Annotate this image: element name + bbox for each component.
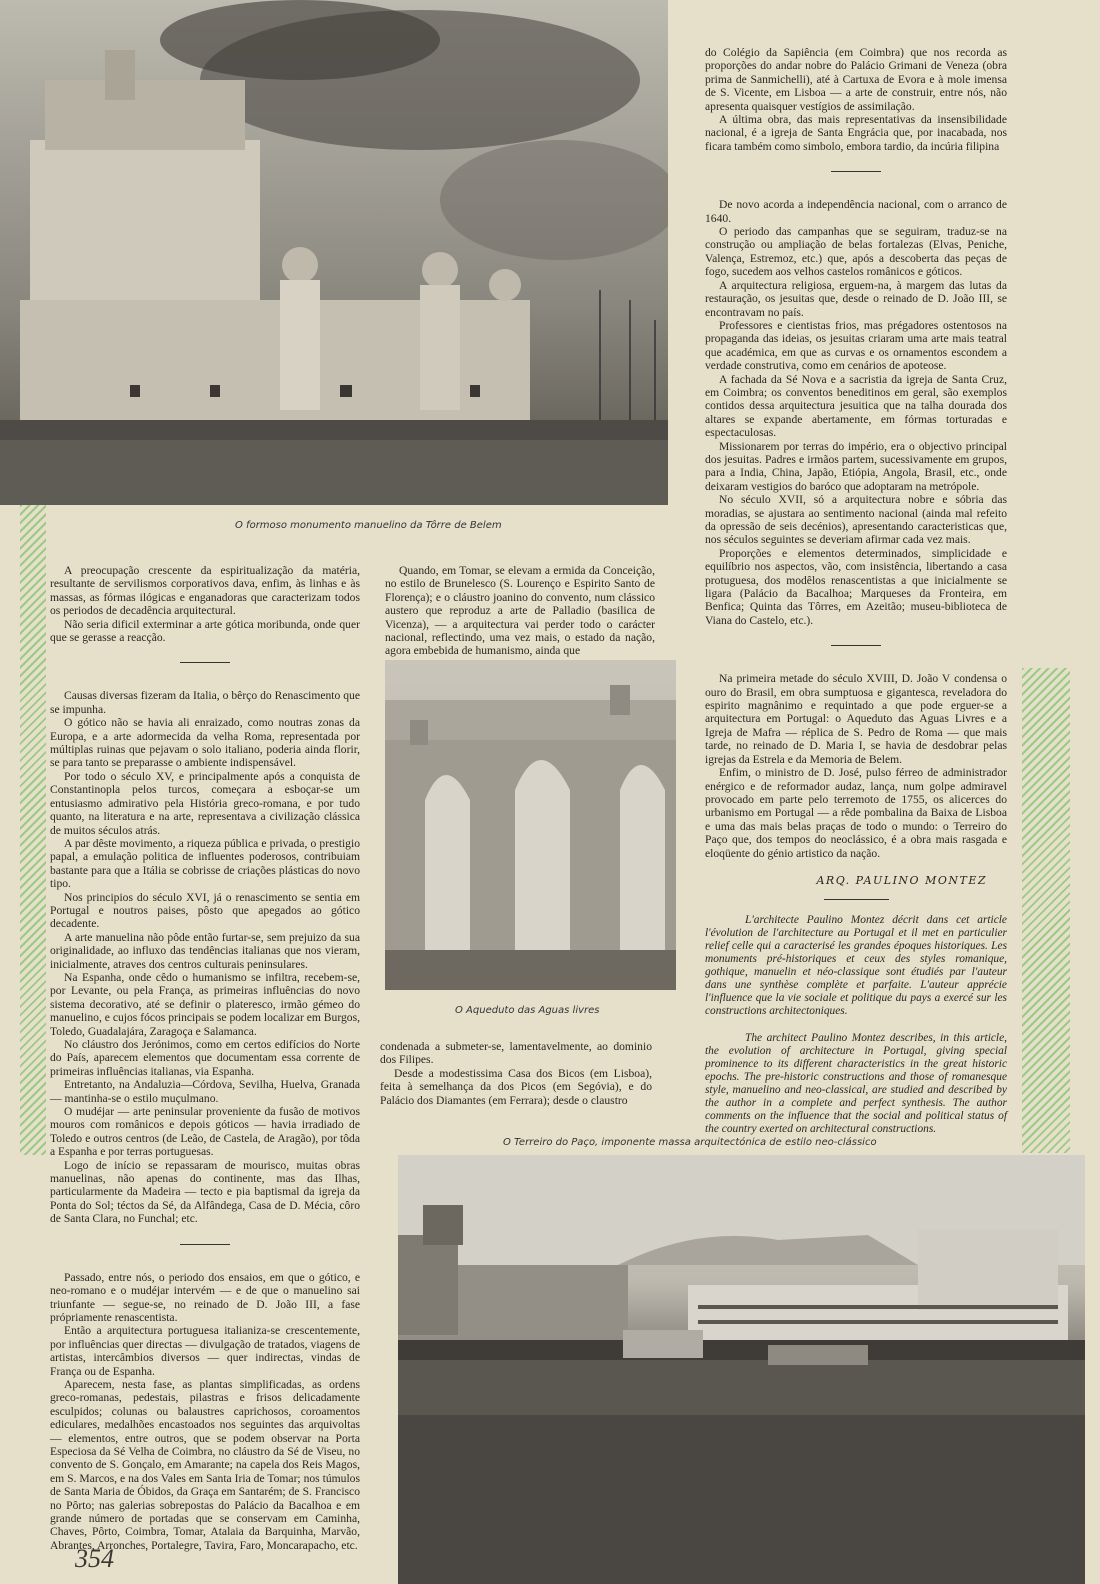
paragraph: O periodo das campanhas que se seguiram, traduz-se na construção ou ampliação de belas fortalezas (Elvas, Peniche, Valença, Estremoz, etc.) que, após a descoberta das peças de fogo, sucedem aos velhos castelos românicos e góticos.: [705, 225, 1007, 279]
caption-terreiro-do-paco: O Terreiro do Paço, imponente massa arquitectónica de estilo neo-clássico: [503, 1137, 877, 1148]
section-divider: [180, 662, 230, 663]
paragraph: Desde a modestissima Casa dos Bicos (em Lisboa), feita à semelhança da dos Picos (em Segóvia), e do Palácio dos Diamantes (em Ferrara); desde o claustro: [380, 1066, 652, 1107]
page-number: 354: [75, 1544, 114, 1574]
author-signature: ARQ. PAULINO MONTEZ: [816, 873, 987, 887]
paragraph: Aparecem, nesta fase, as plantas simplificadas, as ordens greco-romanas, pedestais, pilastras e frisos delicadamente esculpidos; colunas ou balaustres caprichosos, coroamentos ediculares, medalhões encastoados nos seguintes das arquivoltas — elementos, entre outros, que se podem observar na Porta Especiosa da Sé Velha de Coimbra, no cláustro da Sé de Viseu, no convento de S. Gonçalo, em Amarante; na capela dos Reis Magos, em S. Marcos, e na dos Vales em Santa Iria de Tomar; nos túmulos de Santa Maria de Óbidos, da Graça em Santarém; de S. Francisco no Pôrto; nas galerias sobrepostas do Palácio da Bacalhoa e em grande número de portadas que se conservam em Caminha, Chaves, Pôrto, Coimbra, Tomar, Atalaia da Barquinha, Marvão, Abrantes, Arronches, Portalegre, Tavira, Faro, Moncarapacho, etc.: [50, 1377, 360, 1552]
paragraph: O gótico não se havia ali enraizado, como noutras zonas da Europa, e a arte adormecida da velha Roma, representada por múltiplas ruinas que pejavam o solo italiano, poderia ainda florir, se para tanto se preparasse o ambiente indispensável.: [50, 716, 360, 770]
photo-aqueduto: [385, 660, 676, 990]
paragraph: A preocupação crescente da espiritualização da matéria, resultante de servilismos corporativos dava, enfim, às linhas e às massas, as fórmas ilógicas e enganadoras que caracterizam todos os periodos de decadência arquitectural.: [50, 564, 360, 618]
decorative-stripe-left: [20, 505, 46, 1155]
section-divider: [831, 171, 881, 172]
section-divider: [180, 1244, 230, 1245]
paragraph: A última obra, das mais representativas da insensibilidade nacional, é a igreja de Santa Engrácia que, por inacabada, nos ficara também como simbolo, embora tardio, da incúria filipina: [705, 113, 1007, 153]
summary-english-text: The architect Paulino Montez describes, in this article, the evolution of architecture in Portugal, giving special prominence to its different characteristics in the great historic epochs. The pre-historic constructions and those of romanesque style, manuelino and neo-classical, are studied and described by the author in a complete and perfect synthesis. The author comments on the influence that the social and political status of the country exerted on architectural constructions.: [705, 1032, 1007, 1136]
photo-terreiro-do-paco: [398, 1155, 1085, 1584]
paragraph: Professores e cientistas frios, mas prégadores ostentosos na propaganda das ideias, os jesuitas criaram uma arte mais teatral que académica, em que as curvas e os ornamentos escondem a verdade construtiva, como em cenários de apoteose.: [705, 318, 1007, 373]
paragraph: De novo acorda a independência nacional, com o arranco de 1640.: [705, 198, 1007, 225]
paragraph: Proporções e elementos determinados, simplicidade e equilíbrio nos aspectos, vão, com insistência, libertando a casa protuguesa, dos modêlos renascentistas a que inicialmente se ligara (Palácio da Bacalhoa; Marqueses da Fronteira, em Benfica; Quinta das Tôrres, em Azeitão; museu-biblioteca de Viana do Castelo, etc.).: [705, 546, 1007, 627]
caption-aqueduto: O Aqueduto das Aguas livres: [455, 1005, 600, 1016]
paragraph: A arte manuelina não pôde então furtar-se, sem prejuizo da sua originalidade, ao influxo das tendências italianas que nos vieram, inicialmente, atraves dos centros culturais peninsulares.: [50, 930, 360, 971]
paragraph: Missionarem por terras do império, era o objectivo principal dos jesuitas. Padres e irmãos partem, sucessivamente em grupos, para a India, China, Japão, Etiópia, Angola, Brasil, etc., onde deixaram vestigios do baróco que adoptaram na metrópole.: [705, 439, 1007, 493]
section-divider: [824, 899, 889, 900]
paragraph: Logo de início se repassaram de mourisco, muitas obras manuelinas, não apenas do continente, mas das Ilhas, particularmente da Madeira — tecto e pia baptismal da igreja da Ponta do Sol; téctos da Sé, da Alfândega, Casa de D. Mécia, côro de Santa Clara, no Funchal; etc.: [50, 1158, 360, 1226]
paragraph: Não seria dificil exterminar a arte gótica moribunda, onde quer que se gerasse a reacção.: [50, 617, 360, 645]
paragraph: Então a arquitectura portuguesa italianiza-se crescentemente, por influências quer directas — divulgação de tratados, viagens de artistas, intercâmbios diversos — quer indirectas, vindas de França ou de Espanha.: [50, 1324, 360, 1378]
summary-english: [705, 1032, 1007, 1136]
caption-torre-de-belem: O formoso monumento manuelino da Tôrre de Belem: [235, 520, 502, 531]
section-divider: [831, 645, 881, 646]
paragraph: Na primeira metade do século XVIII, D. João V condensa o ouro do Brasil, em obra sumptuosa e gigantesca, reveladora do espirito magnânimo e requintado a que pode erguer-se a arquitectura em Portugal: o Aqueduto das Aguas Livres e a Igreja de Mafra — réplica de S. Pedro de Roma — que mais tarde, no reinado de D. Maria I, se havia de desdobrar pelas igrejas da Estrela e da Memoria de Belem.: [705, 672, 1007, 766]
left-section-2: [50, 689, 360, 1225]
paragraph: A par dêste movimento, a riqueza pública e privada, o prestigio papal, a emulação politica de influentes poderosos, contribuiam bastante para que a Itália se cobrisse de criações plásticas do novo tipo.: [50, 836, 360, 891]
paragraph: Causas diversas fizeram da Italia, o bêrço do Renascimento que se impunha.: [50, 689, 360, 716]
paragraph: Entretanto, na Andaluzia—Córdova, Sevilha, Huelva, Granada — mantinha-se o estilo muçulmano.: [50, 1078, 360, 1105]
paragraph: O mudéjar — arte peninsular proveniente da fusão de motivos mouros com românicos e depois góticos — havia irradiado de Toledo e outros centros (de Leão, de Castela, de Aragão), por tôda a Espanha e por terras portuguesas.: [50, 1105, 360, 1159]
article-left-column: [50, 564, 360, 1574]
left-section-1: [50, 564, 360, 644]
decorative-stripe-right: [1022, 668, 1070, 1153]
paragraph: Enfim, o ministro de D. José, pulso férreo de administrador enérgico e de reformador audaz, lança, num golpe admiravel provocado em parte pelo terremoto de 1755, os alicerces do urbanismo em Portugal — a rêde pombalina da Baixa de Lisboa e uma das mais belas praças de todo o mundo: o Terreiro do Paço que, dos tempos do neoclássico, é a obra mais rasgada e eloqüente do génio artistico da nação.: [705, 766, 1007, 860]
paragraph: A fachada da Sé Nova e a sacristia da igreja de Santa Cruz, em Coimbra; os conventos beneditinos em geral, são exemplos contidos dessa arquitectura jesuitica que na talha dourada dos altares se expande abertamente, em fórmas torturadas e espectaculosas.: [705, 372, 1007, 440]
paragraph: Nos principios do século XVI, já o renascimento se sentia em Portugal e noutros paises, pôsto que apegados ao gótico decadente.: [50, 890, 360, 931]
paragraph: condenada a submeter-se, lamentavelmente, ao dominio dos Filipes.: [380, 1040, 652, 1067]
paragraph: Na Espanha, onde cêdo o humanismo se infiltra, recebem-se, por Levante, ou pela França, as primeiras influências do novo sistema decorativo, até se definir o plateresco, irmão gémeo do manuelino, e cujos fócos principais se podem localizar em Burgos, Toledo, Guadalajára, Zaragoça e Salamanca.: [50, 970, 360, 1038]
left-section-3: [50, 1271, 360, 1553]
photo-torre-de-belem: [0, 0, 668, 505]
article-right-column: [705, 46, 1007, 1136]
paragraph: No século XVII, só a arquitectura nobre e sóbria das moradias, se ajustara ao sentimento nacional (ainda mal refeito da opressão de seis decénios), apresentando caracteristicas que, nos séculos seguintes se deveriam afirmar cada vez mais.: [705, 493, 1007, 547]
paragraph: Passado, entre nós, o periodo dos ensaios, em que o gótico, e neo-romano e o mudéjar intervém — e de que o manuelino sai triunfante — segue-se, no reinado de D. João III, a fase própriamente renascentista.: [50, 1270, 360, 1324]
article-middle-column-bottom: [380, 1040, 652, 1107]
paragraph: A arquitectura religiosa, erguem-na, à margem das lutas da restauração, os jesuitas que, desde o reinado de D. João III, se encontravam no país.: [705, 278, 1007, 319]
summary-french-text: L'architecte Paulino Montez décrit dans cet article l'évolution de l'architecture au Portugal et il met en particulier relief celle qui a caracterisé les grandes époques historiques. Les monuments pré-historiques et ceux des styles romanique, gothique, manuelin et néo-classique sont étudiés par l'auteur dans une synthèse complète et parfaite. L'auteur apprécie l'influence que la vie sociale et politique du pays a exercé sur les constructions architectoniques.: [705, 914, 1007, 1018]
paragraph: do Colégio da Sapiência (em Coimbra) que nos recorda as proporções do andar nobre do Palácio Grimani de Veneza (obra prima de Sanmichelli), até à Cartuxa de Evora e à mole imensa de S. Vicente, em Lisboa — a arte de construir, entre nós, não apresenta quaisquer vestígios de assimilação.: [705, 46, 1007, 113]
paragraph: No cláustro dos Jerónimos, como em certos edifícios do Norte do País, aparecem elementos que documentam essa corrente de primeiras influências italianas, via Espanha.: [50, 1038, 360, 1078]
article-middle-column-top: [385, 564, 655, 658]
paragraph: Por todo o século XV, e principalmente após a conquista de Constantinopla pelos turcos, começara a esboçar-se um entusiasmo admirativo pela História greco-romana, e por tudo quanto, na literatura e na arte, representava a civilização clássica de muitos séculos atrás.: [50, 769, 360, 837]
paragraph: Quando, em Tomar, se elevam a ermida da Conceição, no estilo de Brunelesco (S. Lourenço e Espirito Santo de Florença); e o cláustro joanino do convento, num clássico austero que reproduz a arte de Palladio (basilica de Vicenza), — a arquitectura vai perder todo o carácter nacional, reflectindo, uma vez mais, o estado da nação, agora embebida de humanismo, ainda que: [385, 564, 655, 658]
summary-french: [705, 914, 1007, 1018]
